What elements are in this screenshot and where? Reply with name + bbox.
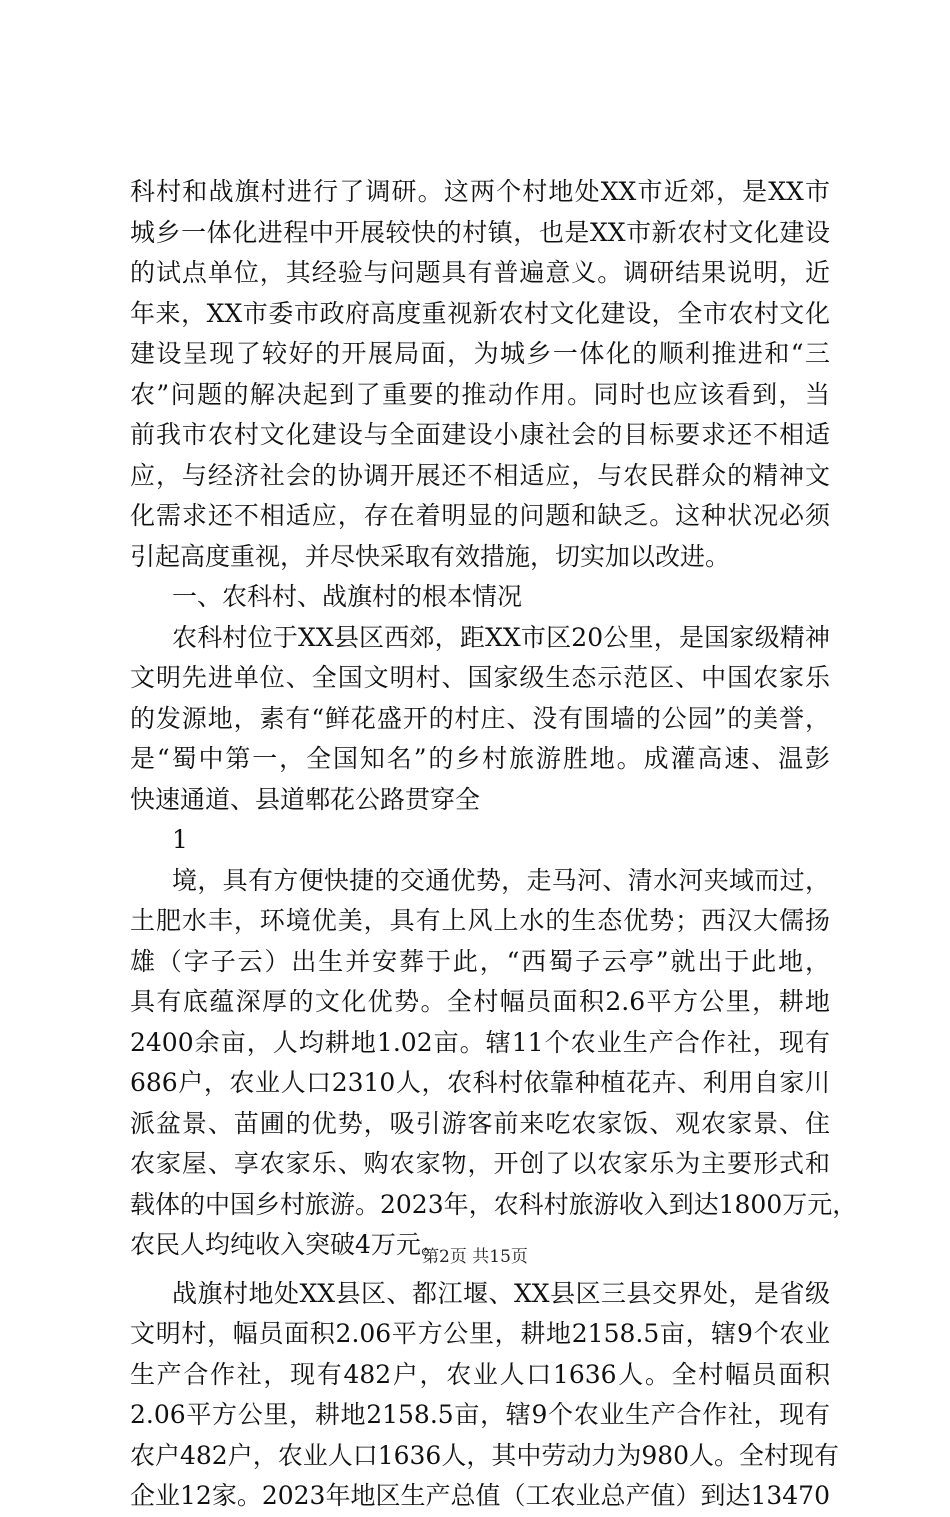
- text-line: 载体的中国乡村旅游。2023年，农科村旅游收入到达1800万元，: [130, 1189, 858, 1219]
- text-line: 企业12家。2023年地区生产总值（工农业总产值）到达13470: [130, 1481, 830, 1510]
- text-line: 具有底蕴深厚的文化优势。全村幅员面积2.6平方公里，耕地: [130, 987, 830, 1016]
- text-line: 是“蜀中第一，全国知名”的乡村旅游胜地。成灌高速、温彭: [130, 744, 830, 773]
- text-line: 快速通道、县道郫花公路贯穿全: [130, 784, 481, 814]
- text-line: 的试点单位，其经验与问题具有普遍意义。调研结果说明，近: [130, 258, 830, 287]
- text-line: 化需求还不相适应，存在着明显的问题和缺乏。这种状况必须: [130, 501, 830, 530]
- page-footer: 第2页 共15页: [422, 1247, 528, 1267]
- text-line: 2.06平方公里，耕地2158.5亩，辖9个农业生产合作社，现有: [130, 1400, 830, 1429]
- text-line: 2400余亩，人均耕地1.02亩。辖11个农业生产合作社，现有: [130, 1027, 830, 1057]
- text-line: 境，具有方便快捷的交通优势，走马河、清水河夹域而过，: [172, 865, 830, 895]
- text-line: 农科村位于XX县区西郊，距XX市区20公里，是国家级精神: [172, 622, 830, 652]
- text-line: 生产合作社，现有482户，农业人口1636人。全村幅员面积: [130, 1359, 830, 1389]
- text-line: 雄（字子云）出生并安葬于此，“西蜀子云亭”就出于此地，: [130, 946, 830, 976]
- text-line: 应，与经济社会的协调开展还不相适应，与农民群众的精神文: [130, 460, 830, 490]
- text-line: 农家屋、享农家乐、购农家物，开创了以农家乐为主要形式和: [130, 1149, 830, 1178]
- text-line: 的发源地，素有“鲜花盛开的村庄、没有围墙的公园”的美誉，: [130, 703, 830, 733]
- text-line: 土肥水丰，环境优美，具有上风上水的生态优势；西汉大儒扬: [130, 906, 830, 935]
- text-line: 农”问题的解决起到了重要的推动作用。同时也应该看到，当: [130, 379, 830, 409]
- text-line: 686户，农业人口2310人，农科村依靠种植花卉、利用自家川: [130, 1068, 830, 1097]
- text-line: 城乡一体化进程中开展较快的村镇，也是XX市新农村文化建设: [130, 217, 830, 247]
- text-line: 战旗村地处XX县区、都江堰、XX县区三县交界处，是省级: [172, 1278, 830, 1308]
- text-line: 建设呈现了较好的开展局面，为城乡一体化的顺利推进和“三: [130, 339, 830, 368]
- page-marker: 1: [172, 825, 188, 854]
- section-heading: 一、农科村、战旗村的根本情况: [172, 582, 523, 611]
- text-line: 农民人均纯收入突破4万元。: [130, 1230, 446, 1259]
- document-body: [130, 172, 858, 1517]
- text-line: 文明先进单位、全国文明村、国家级生态示范区、中国农家乐: [130, 663, 830, 692]
- text-line: 前我市农村文化建设与全面建设小康社会的目标要求还不相适: [130, 420, 830, 449]
- text-line: 派盆景、苗圃的优势，吸引游客前来吃农家饭、观农家景、住: [130, 1108, 830, 1138]
- text-line: 年来，XX市委市政府高度重视新农村文化建设，全市农村文化: [130, 298, 830, 328]
- text-line: 引起高度重视，并尽快采取有效措施，切实加以改进。: [130, 541, 731, 571]
- text-line: 文明村，幅员面积2.06平方公里，耕地2158.5亩，辖9个农业: [130, 1319, 830, 1348]
- text-line: 农户482户，农业人口1636人，其中劳动力为980人。全村现有: [130, 1440, 840, 1470]
- text-line: 科村和战旗村进行了调研。这两个村地处XX市近郊，是XX市: [130, 177, 830, 206]
